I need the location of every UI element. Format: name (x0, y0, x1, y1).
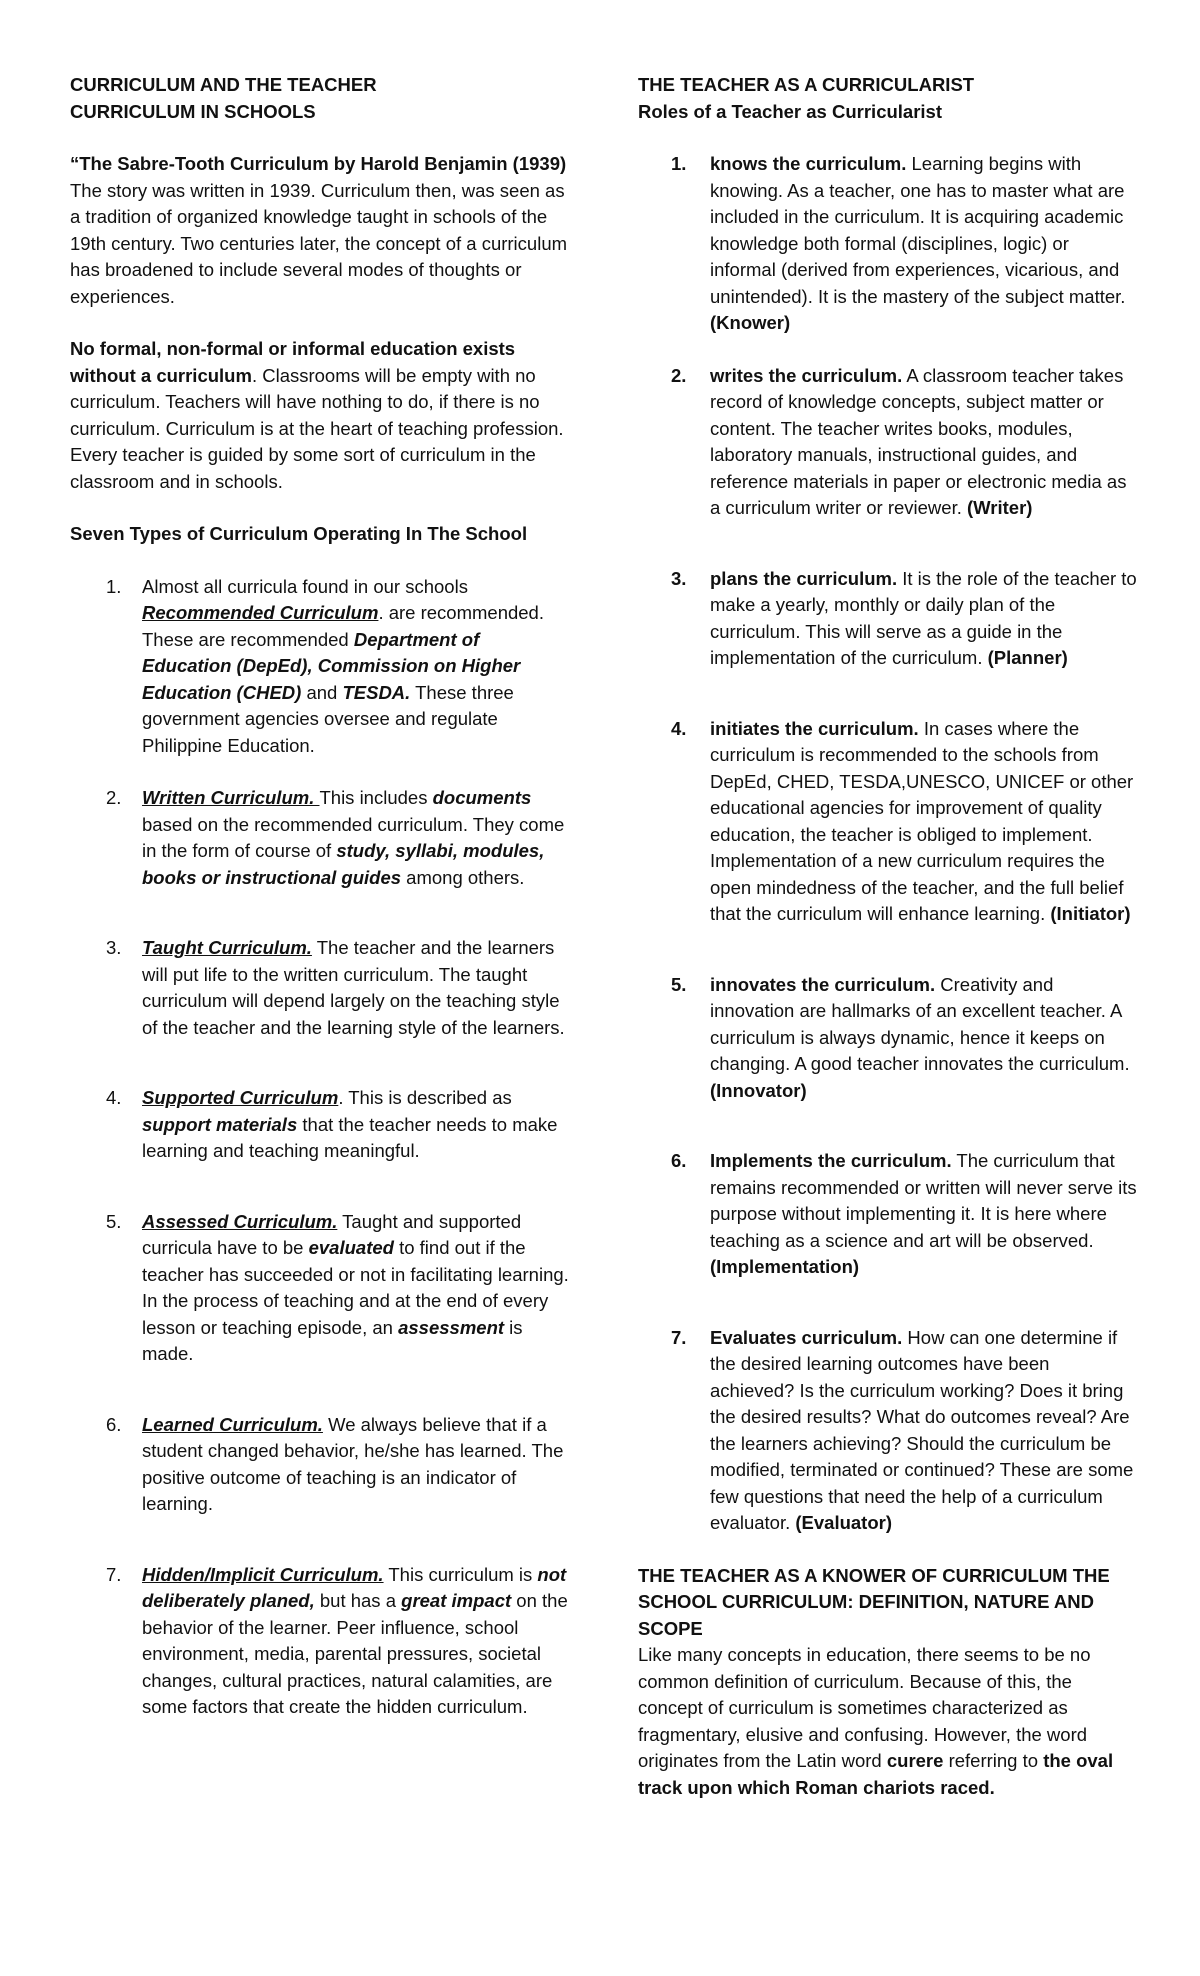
role-lead: innovates the curriculum. (710, 973, 936, 995)
heading-curriculum-in-schools: CURRICULUM IN SCHOOLS (70, 100, 316, 122)
item-emphasis: documents (432, 787, 532, 808)
role-tag: (Implementation) (710, 1256, 860, 1277)
role-text: In cases where the curriculum is recommended to the schools from DepEd, CHED, TESDA,UNESCO, UNICEF or other educational agencies for improvement of quality education, the teacher is obliged to implement. Implementation of a new curriculum requires the open mindedness of the teacher, and the full belief that the curriculum will enhance learning. (710, 717, 1134, 924)
list-number: 7. (106, 1563, 122, 1585)
list-number: 4. (671, 717, 687, 739)
item-text: is made. (142, 1316, 523, 1364)
knower-bold: the oval track upon which Roman chariots raced. (638, 1750, 1114, 1798)
role-tag: (Writer) (967, 497, 1033, 518)
list-item (70, 785, 570, 891)
teacher-roles-list (638, 151, 1138, 1537)
list-number: 5. (671, 973, 687, 995)
sabre-tooth-paragraph: The story was written in 1939. Curriculum then, was seen as a tradition of organized knowledge taught in schools of the 19th century. Two centuries later, the concept of a curriculum has broadened to include several modes of thoughts or experiences. (70, 179, 568, 307)
list-item (638, 1148, 1138, 1281)
list-number: 7. (671, 1326, 687, 1348)
item-text: and (301, 681, 343, 703)
role-lead: Implements the curriculum. (710, 1150, 952, 1171)
item-text: but has a (314, 1590, 402, 1611)
list-number: 2. (671, 364, 687, 386)
no-formal-rest: . Classrooms will be empty with no curriculum. Teachers will have nothing to do, if there is no curriculum. Curriculum is at the heart of teaching profession. Every teacher is guided by some sort of curriculum in the classroom and in schools. (70, 364, 564, 492)
item-text: Almost all curricula found in our schools (142, 575, 468, 597)
list-number: 3. (671, 567, 687, 589)
item-text: . are recommended. These are recommended (142, 602, 544, 650)
type-name: Hidden/Implicit Curriculum. (142, 1563, 384, 1585)
no-formal-bold: No formal, non-formal or informal education exists without a curriculum (70, 338, 516, 386)
item-text: to find out if the teacher has succeeded or not in facilitating learning. In the process of teaching and at the end of every lesson or teaching episode, an (142, 1237, 569, 1338)
knower-text: referring to (943, 1750, 1044, 1771)
list-number: 1. (671, 153, 687, 174)
list-number: 3. (106, 937, 122, 958)
list-item (70, 935, 570, 1041)
list-item (638, 1325, 1138, 1537)
knower-bold: curere (886, 1750, 944, 1771)
seven-types-heading: Seven Types of Curriculum Operating In The School (70, 523, 528, 544)
item-text: among others. (401, 866, 525, 888)
heading-teacher-as-curricularist: THE TEACHER AS A CURRICULARIST (638, 74, 975, 95)
type-name: Recommended Curriculum (142, 602, 379, 623)
item-emphasis: study, syllabi, modules, books or instructional guides (142, 840, 545, 888)
role-text: Creativity and innovation are hallmarks of an excellent teacher. A curriculum is always dynamic, hence it keeps on changing. A good teacher innovates the curriculum. (710, 973, 1130, 1074)
role-lead: Evaluates curriculum. (710, 1326, 903, 1348)
sabre-tooth-title: “The Sabre-Tooth Curriculum by Harold Benjamin (1939) (70, 153, 567, 174)
no-formal-paragraph (70, 336, 570, 495)
item-text: based on the recommended curriculum. They come in the form of course of (142, 813, 565, 861)
left-column (70, 72, 570, 1721)
role-tag: (Initiator) (1050, 903, 1131, 924)
list-item (638, 566, 1138, 672)
item-text: This curriculum is (383, 1563, 538, 1585)
list-item (70, 1209, 570, 1368)
heading-curriculum-and-teacher: CURRICULUM AND THE TEACHER (70, 74, 377, 95)
item-emphasis: assessment (398, 1316, 505, 1338)
right-column (638, 72, 1138, 1801)
list-item (638, 151, 1138, 337)
type-name: Assessed Curriculum. (142, 1210, 338, 1232)
role-lead: plans the curriculum. (710, 567, 898, 589)
list-number: 4. (106, 1087, 122, 1108)
item-emphasis: TESDA. (342, 681, 411, 703)
role-tag: (Innovator) (710, 1079, 807, 1101)
type-name: Learned Curriculum. (142, 1413, 323, 1435)
role-text: Learning begins with knowing. As a teacher, one has to master what are included in the curriculum. It is acquiring academic knowledge both formal (disciplines, logic) or informal (derived from experiences, vicarious, and unintended). It is the mastery of the subject matter. (710, 153, 1126, 307)
item-text: These three government agencies oversee and regulate Philippine Education. (142, 681, 514, 756)
item-emphasis: Department of Education (DepEd), Commission on Higher Education (CHED) (142, 628, 521, 703)
item-text: This includes (319, 787, 433, 808)
type-name: Written Curriculum. (142, 787, 320, 808)
list-number: 6. (106, 1413, 122, 1435)
list-item (70, 1412, 570, 1518)
item-text: on the behavior of the learner. Peer influence, school environment, media, parental pressures, societal changes, cultural practices, natural calamities, are some factors that create the hidden curriculum. (142, 1590, 568, 1717)
list-item (638, 972, 1138, 1105)
list-item (70, 1085, 570, 1165)
knower-paragraph (638, 1642, 1138, 1801)
item-emphasis: evaluated (308, 1237, 394, 1258)
type-name: Taught Curriculum. (142, 937, 312, 958)
list-item (638, 363, 1138, 522)
item-text: Taught and supported curricula have to be (142, 1210, 522, 1258)
curriculum-types-list (70, 574, 570, 1721)
item-text: We always believe that if a student changed behavior, he/she has learned. The positive outcome of teaching is an indicator of learning. (142, 1413, 564, 1514)
heading-roles: Roles of a Teacher as Curricularist (638, 100, 942, 122)
list-item (70, 1562, 570, 1721)
role-lead: writes the curriculum. (710, 364, 903, 386)
role-tag: (Knower) (710, 312, 791, 333)
knower-heading: THE TEACHER AS A KNOWER OF CURRICULUM THE SCHOOL CURRICULUM: DEFINITION, NATURE AND SCOPE (638, 1564, 1110, 1639)
list-number: 6. (671, 1150, 687, 1171)
item-text: . This is described as (338, 1087, 512, 1108)
item-emphasis: support materials (142, 1113, 298, 1135)
list-number: 1. (106, 575, 122, 597)
item-emphasis: great impact (401, 1590, 512, 1611)
item-text: that the teacher needs to make learning and teaching meaningful. (142, 1113, 558, 1161)
role-text: A classroom teacher takes record of knowledge concepts, subject matter or content. The teacher writes books, modules, laboratory manuals, instructional guides, and reference materials in paper or electronic media as a curriculum writer or reviewer. (710, 364, 1127, 518)
item-text: The teacher and the learners will put life to the written curriculum. The taught curriculum will depend largely on the teaching style of the teacher and the learning style of the learners. (142, 937, 565, 1038)
list-number: 2. (106, 787, 122, 808)
list-number: 5. (106, 1210, 122, 1232)
role-tag: (Evaluator) (795, 1512, 893, 1533)
role-text: It is the role of the teacher to make a yearly, monthly or daily plan of the curriculum. This will serve as a guide in the implementation of the curriculum. (710, 567, 1137, 668)
role-text: How can one determine if the desired learning outcomes have been achieved? Is the curriculum working? Does it bring the desired results? What do outcomes reveal? Are the learners achieving? Should the curriculum be modified, terminated or continued? These are some few questions that need the help of a curriculum evaluator. (710, 1326, 1134, 1533)
knower-text: Like many concepts in education, there seems to be no common definition of curriculum. Because of this, the concept of curriculum is sometimes characterized as fragmentary, elusive and confusing. However, the word originates from the Latin word (638, 1644, 1091, 1771)
role-tag: (Planner) (987, 647, 1068, 668)
role-lead: initiates the curriculum. (710, 717, 919, 739)
list-item (638, 716, 1138, 928)
list-item (70, 574, 570, 760)
item-emphasis: not deliberately planed, (142, 1563, 567, 1611)
role-lead: knows the curriculum. (710, 153, 907, 174)
role-text: The curriculum that remains recommended or written will never serve its purpose without implementing it. It is here where teaching as a science and art will be observed. (710, 1150, 1137, 1251)
type-name: Supported Curriculum (142, 1087, 339, 1108)
